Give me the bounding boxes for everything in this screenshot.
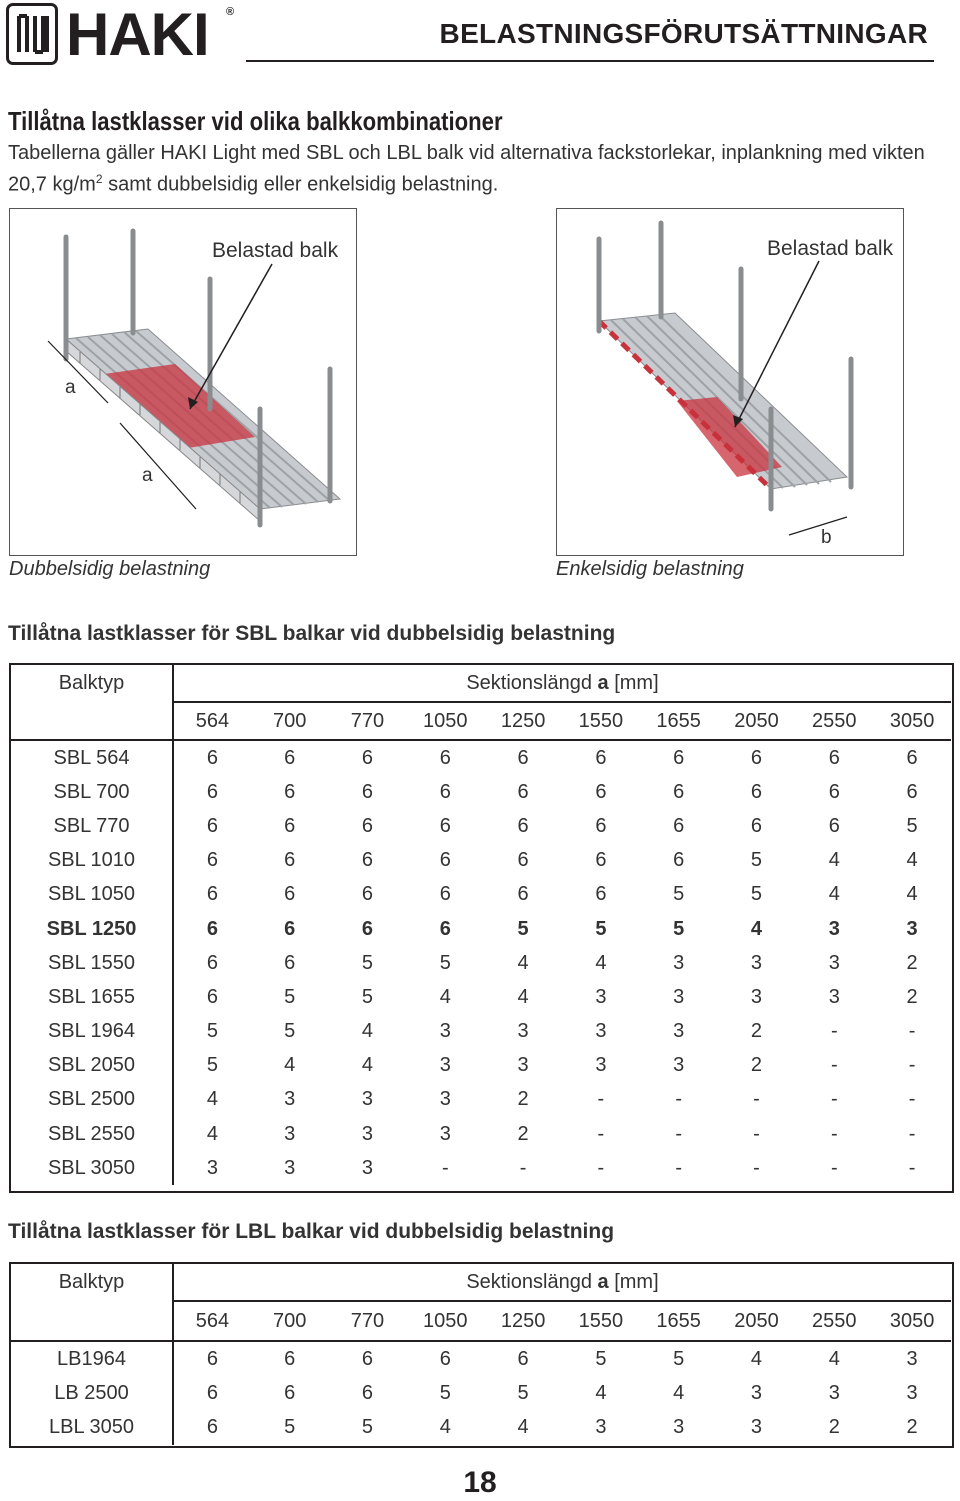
- cell: 6: [517, 814, 529, 837]
- table-row: [11, 1341, 951, 1376]
- row-name: SBL 1010: [47, 849, 136, 872]
- page-number: 18: [463, 1466, 497, 1499]
- cell: 5: [361, 1415, 374, 1438]
- cell: 4: [828, 1347, 840, 1370]
- table-row: [11, 1049, 951, 1083]
- cell: 2: [517, 1088, 529, 1111]
- table-row: [11, 740, 951, 775]
- cell: 5: [439, 951, 451, 974]
- table-row: [11, 980, 951, 1014]
- cell: 5: [750, 849, 763, 872]
- dimension-a-label-1: a: [65, 377, 76, 398]
- cell: 3: [361, 1122, 374, 1145]
- cell: 6: [361, 780, 374, 803]
- cell: 6: [595, 746, 607, 769]
- cell: 6: [361, 1381, 374, 1404]
- sbl-col-header-balktyp: Balktyp: [58, 672, 125, 694]
- cell: 3: [284, 1156, 296, 1179]
- sbl-group-header: [173, 665, 951, 702]
- row-name: SBL 2050: [47, 1054, 136, 1077]
- cell: 3: [439, 1088, 451, 1111]
- cell: 5: [673, 1347, 685, 1370]
- row-name: SBL 1250: [46, 917, 137, 940]
- cell: 6: [173, 912, 251, 946]
- cell: 6: [595, 780, 607, 803]
- lbl-col-header: 1250: [484, 1301, 562, 1341]
- loaded-beam-label-left: Belastad balk: [212, 239, 339, 262]
- cell: -: [675, 1088, 683, 1111]
- cell: 4: [595, 1381, 607, 1404]
- cell: 2: [906, 1415, 918, 1438]
- brand-name: HAKI: [66, 1, 209, 68]
- cell: 6: [517, 780, 529, 803]
- cell: -: [675, 1122, 683, 1145]
- cell: 4: [673, 1381, 685, 1404]
- row-name: LBL 3050: [49, 1415, 134, 1438]
- cell: 4: [750, 917, 763, 940]
- cell: 6: [284, 849, 296, 872]
- cell: 2: [750, 1054, 763, 1077]
- cell: 6: [750, 780, 763, 803]
- page-title: BELASTNINGSFÖRUTSÄTTNINGAR: [439, 18, 928, 49]
- lbl-table-title: Tillåtna lastklasser för LBL balkar vid dubbelsidig belastning: [8, 1220, 615, 1243]
- cell: 6: [361, 1347, 374, 1370]
- cell: -: [908, 1020, 916, 1043]
- cell: 5: [673, 917, 685, 940]
- cell: 6: [173, 878, 251, 912]
- lbl-col-header-balktyp: Balktyp: [58, 1271, 125, 1293]
- cell: 6: [361, 917, 374, 940]
- cell: -: [908, 1088, 916, 1111]
- cell: 6: [173, 1341, 251, 1376]
- dimension-b-label: b: [821, 527, 832, 548]
- cell: -: [597, 1156, 605, 1179]
- cell: 3: [284, 1088, 296, 1111]
- cell: 6: [439, 1347, 451, 1370]
- lbl-col-header-blank: [11, 1301, 173, 1341]
- cell: 6: [517, 849, 529, 872]
- sbl-col-header: 1550: [562, 702, 640, 740]
- cell: 3: [284, 1122, 296, 1145]
- cell: -: [830, 1122, 838, 1145]
- sbl-group-header-unit: [mm]: [608, 671, 659, 694]
- cell: 5: [750, 883, 763, 906]
- table-row: [11, 844, 951, 878]
- cell: 5: [439, 1381, 451, 1404]
- cell: 6: [750, 746, 763, 769]
- cell: -: [830, 1020, 838, 1043]
- cell: -: [908, 1122, 916, 1145]
- row-name: LB1964: [57, 1347, 126, 1370]
- cell: 5: [517, 917, 529, 940]
- cell: 6: [439, 917, 451, 940]
- cell: 4: [906, 883, 918, 906]
- cell: 3: [750, 1415, 763, 1438]
- cell: 6: [361, 883, 374, 906]
- sbl-col-header: 1250: [484, 702, 562, 740]
- cell: 2: [517, 1122, 529, 1145]
- haki-logo-icon: [6, 3, 58, 65]
- cell: 4: [284, 1054, 296, 1077]
- table-row: [11, 1151, 951, 1185]
- cell: 5: [595, 1347, 607, 1370]
- section-heading: Tillåtna lastklasser vid olika balkkombinationer: [8, 106, 503, 136]
- cell: 6: [173, 1376, 251, 1410]
- cell: 5: [906, 814, 918, 837]
- single-sided-load-figure: [556, 208, 904, 556]
- cell: 6: [828, 780, 840, 803]
- cell: 3: [517, 1054, 529, 1077]
- intro-paragraph: [8, 140, 928, 198]
- sbl-col-header: 700: [251, 702, 329, 740]
- cell: 6: [173, 1410, 251, 1444]
- intro-text-end: samt dubbelsidig eller enkelsidig belastning.: [102, 173, 499, 196]
- sbl-group-header-text: Sektionslängd: [466, 671, 598, 694]
- cell: 6: [173, 809, 251, 843]
- lbl-group-header-symbol: a: [597, 1270, 609, 1293]
- sbl-col-header: 1050: [406, 702, 484, 740]
- cell: 4: [750, 1347, 763, 1370]
- cell: 6: [284, 780, 296, 803]
- cell: 4: [517, 1415, 529, 1438]
- cell: 6: [361, 814, 374, 837]
- cell: 6: [173, 844, 251, 878]
- cell: 5: [284, 985, 296, 1008]
- row-name: SBL 564: [53, 746, 130, 769]
- cell: 4: [439, 985, 451, 1008]
- cell: -: [830, 1088, 838, 1111]
- cell: 3: [750, 951, 763, 974]
- cell: 6: [673, 746, 685, 769]
- cell: 4: [361, 1054, 374, 1077]
- cell: 3: [595, 1020, 607, 1043]
- sbl-table-body: [11, 740, 951, 1185]
- cell: 6: [673, 780, 685, 803]
- cell: 6: [284, 917, 296, 940]
- cell: 6: [361, 849, 374, 872]
- table-row: [11, 809, 951, 843]
- cell: 3: [595, 1415, 607, 1438]
- cell: 3: [439, 1020, 451, 1043]
- sbl-group-header-symbol: a: [597, 671, 609, 694]
- cell: 4: [361, 1020, 374, 1043]
- sbl-col-header: 2550: [795, 702, 873, 740]
- row-name: SBL 1655: [47, 985, 136, 1008]
- cell: 6: [595, 883, 607, 906]
- cell: 3: [673, 951, 685, 974]
- single-sided-caption: Enkelsidig belastning: [556, 558, 744, 580]
- cell: 5: [673, 883, 685, 906]
- loaded-beam-label-right: Belastad balk: [767, 237, 894, 260]
- dimension-a-label-2: a: [142, 465, 153, 486]
- lbl-col-header: 1550: [562, 1301, 640, 1341]
- cell: 6: [284, 883, 296, 906]
- cell: 3: [828, 951, 840, 974]
- cell: 6: [173, 775, 251, 809]
- lbl-table-grid: [11, 1264, 951, 1445]
- intro-text: Tabellerna gäller HAKI Light med SBL och LBL balk vid alternativa fackstorlekar, inplankning med vikten 20,7 kg/m: [8, 142, 925, 196]
- cell: 4: [595, 951, 607, 974]
- cell: 4: [828, 849, 840, 872]
- cell: 6: [595, 849, 607, 872]
- cell: 2: [906, 951, 918, 974]
- cell: 6: [439, 814, 451, 837]
- cell: 3: [906, 917, 918, 940]
- double-sided-caption: Dubbelsidig belastning: [9, 558, 211, 580]
- cell: 6: [284, 814, 296, 837]
- cell: 5: [284, 1020, 296, 1043]
- table-row: [11, 1015, 951, 1049]
- cell: 6: [828, 814, 840, 837]
- cell: -: [675, 1156, 683, 1179]
- cell: 5: [173, 1015, 251, 1049]
- double-sided-load-figure: [9, 208, 357, 556]
- cell: 3: [595, 985, 607, 1008]
- table-row-highlighted: [11, 912, 951, 946]
- cell: 6: [439, 780, 451, 803]
- sbl-col-header-blank: [11, 702, 173, 740]
- cell: 6: [439, 883, 451, 906]
- row-name: SBL 3050: [47, 1156, 136, 1179]
- page-header: [0, 0, 960, 75]
- cell: -: [597, 1122, 605, 1145]
- cell: 5: [361, 951, 374, 974]
- cell: 5: [361, 985, 374, 1008]
- cell: 6: [284, 1347, 296, 1370]
- cell: 6: [439, 746, 451, 769]
- cell: 6: [828, 746, 840, 769]
- cell: 3: [673, 1415, 685, 1438]
- cell: 4: [173, 1117, 251, 1151]
- cell: 6: [173, 980, 251, 1014]
- cell: 3: [750, 985, 763, 1008]
- cell: 4: [173, 1083, 251, 1117]
- cell: 4: [828, 883, 840, 906]
- cell: 6: [906, 746, 918, 769]
- lbl-col-header: 564: [173, 1301, 251, 1341]
- cell: 4: [517, 951, 529, 974]
- cell: 6: [595, 814, 607, 837]
- cell: 5: [284, 1415, 296, 1438]
- sbl-table-title: Tillåtna lastklasser för SBL balkar vid dubbelsidig belastning: [8, 622, 616, 645]
- cell: 6: [517, 1347, 529, 1370]
- sbl-col-header: 770: [329, 702, 407, 740]
- cell: 6: [517, 883, 529, 906]
- sbl-col-header: 3050: [873, 702, 951, 740]
- cell: 3: [750, 1381, 763, 1404]
- lbl-col-header: 3050: [873, 1301, 951, 1341]
- row-name: SBL 1050: [47, 883, 136, 906]
- cell: 4: [439, 1415, 451, 1438]
- lbl-col-header: 1050: [406, 1301, 484, 1341]
- sbl-col-header: 2050: [718, 702, 796, 740]
- sbl-table: [9, 663, 954, 1193]
- cell: 6: [284, 746, 296, 769]
- cell: 4: [517, 985, 529, 1008]
- cell: 3: [828, 1381, 840, 1404]
- row-name: SBL 2550: [47, 1122, 136, 1145]
- row-name: SBL 700: [53, 780, 130, 803]
- cell: 3: [439, 1054, 451, 1077]
- cell: 6: [673, 814, 685, 837]
- lbl-group-header: [173, 1264, 951, 1301]
- header-divider: [246, 60, 934, 62]
- table-row: [11, 946, 951, 980]
- lbl-col-header: 2050: [718, 1301, 796, 1341]
- lbl-table-body: [11, 1341, 951, 1445]
- cell: 3: [517, 1020, 529, 1043]
- cell: 3: [673, 1054, 685, 1077]
- lbl-group-header-unit: [mm]: [608, 1270, 659, 1293]
- lbl-group-header-text: Sektionslängd: [466, 1270, 598, 1293]
- row-name: SBL 1964: [47, 1020, 136, 1043]
- cell: -: [597, 1088, 605, 1111]
- row-name: SBL 770: [53, 814, 130, 837]
- cell: 2: [750, 1020, 763, 1043]
- lbl-col-header: 1655: [640, 1301, 718, 1341]
- cell: 5: [173, 1049, 251, 1083]
- cell: 6: [906, 780, 918, 803]
- lbl-table: [9, 1262, 954, 1448]
- sbl-table-grid: [11, 665, 951, 1185]
- cell: 2: [906, 985, 918, 1008]
- cell: 3: [673, 1020, 685, 1043]
- cell: 5: [595, 917, 607, 940]
- lbl-col-header: 770: [329, 1301, 407, 1341]
- cell: 3: [828, 917, 840, 940]
- row-name: SBL 1550: [47, 951, 136, 974]
- table-row: [11, 1083, 951, 1117]
- cell: 6: [284, 951, 296, 974]
- cell: 3: [906, 1381, 918, 1404]
- cell: 3: [828, 985, 840, 1008]
- cell: 6: [361, 746, 374, 769]
- lbl-col-header: 700: [251, 1301, 329, 1341]
- cell: -: [519, 1156, 527, 1179]
- cell: 3: [906, 1347, 918, 1370]
- sbl-col-header: 564: [173, 702, 251, 740]
- cell: 6: [284, 1381, 296, 1404]
- table-row: [11, 775, 951, 809]
- table-row: [11, 1410, 951, 1444]
- cell: 6: [750, 814, 763, 837]
- row-name: SBL 2500: [47, 1088, 136, 1111]
- cell: -: [830, 1156, 838, 1179]
- cell: 3: [361, 1088, 374, 1111]
- cell: 3: [439, 1122, 451, 1145]
- cell: 6: [439, 849, 451, 872]
- cell: 3: [361, 1156, 374, 1179]
- cell: 3: [595, 1054, 607, 1077]
- cell: -: [830, 1054, 838, 1077]
- cell: -: [908, 1156, 916, 1179]
- cell: -: [753, 1156, 760, 1179]
- table-row: [11, 1376, 951, 1410]
- cell: 6: [173, 740, 251, 775]
- cell: 6: [517, 746, 529, 769]
- table-row: [11, 878, 951, 912]
- cell: 3: [673, 985, 685, 1008]
- cell: -: [441, 1156, 449, 1179]
- registered-mark: ®: [226, 6, 235, 18]
- cell: 6: [673, 849, 685, 872]
- row-name: LB 2500: [54, 1381, 129, 1404]
- cell: -: [753, 1088, 760, 1111]
- cell: 5: [517, 1381, 529, 1404]
- cell: 4: [906, 849, 918, 872]
- sbl-col-header: 1655: [640, 702, 718, 740]
- cell: 2: [828, 1415, 840, 1438]
- cell: -: [753, 1122, 760, 1145]
- lbl-col-header: 2550: [795, 1301, 873, 1341]
- cell: 3: [173, 1151, 251, 1185]
- intro-sup: 2: [95, 172, 103, 186]
- cell: -: [908, 1054, 916, 1077]
- table-row: [11, 1117, 951, 1151]
- cell: 6: [173, 946, 251, 980]
